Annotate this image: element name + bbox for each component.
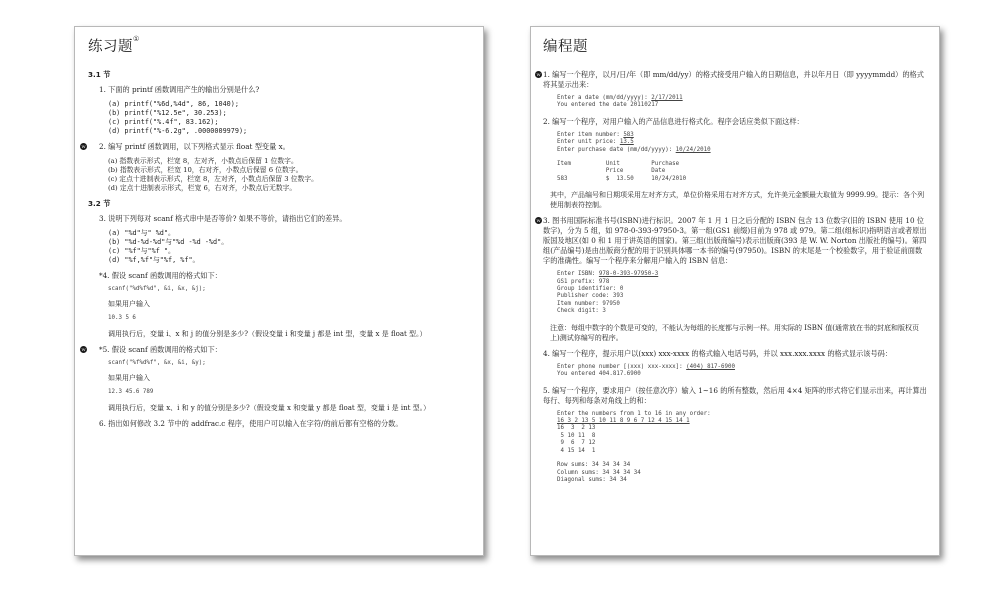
exercise-5-input-label: 如果用户输入: [108, 374, 150, 383]
exercise-2-option-a: (a) 指数表示形式，栏宽 8，左对齐，小数点后保留 1 位数字。: [108, 157, 298, 165]
project-1-text: 1. 编写一个程序，以月/日/年（即 mm/dd/yy）的格式接受用户输入的日期信息，并以年月日（即 yyyymmdd）的格式将其显示出来：: [543, 70, 924, 89]
exercise-1: 1. 下面的 printf 函数调用产生的输出分别是什么?: [99, 85, 260, 94]
exercise-1-option-b: (b) printf("%12.5e", 30.253);: [108, 109, 227, 117]
programming-projects-page: [530, 26, 940, 556]
exercise-4-question: 调用执行后，变量 i、x 和 j 的值分别是多少?（假设变量 i 和变量 j 都是 int 型，变量 x 是 float 型。）: [108, 329, 427, 338]
web-icon: W: [81, 144, 86, 149]
project-1: [536, 70, 927, 90]
exercise-5-code: scanf("%f%d%f", &x, &i, &y);: [108, 359, 206, 366]
project-2-note: 其中，产品编号和日期项采用左对齐方式，单位价格采用右对齐方式，允许美元金额最大取值为 9999.99。提示：各个列使用制表符控制。: [550, 191, 925, 210]
project-1-output: You entered the date 20110217: [557, 102, 659, 109]
exercise-2-options: [88, 157, 471, 193]
exercise-4-code: scanf("%d%f%d", &i, &x, &j);: [108, 286, 206, 292]
project-2-input-1: 583: [623, 131, 634, 138]
project-2-prompt-3: Enter purchase date (mm/dd/yyyy):: [557, 146, 676, 153]
project-4-user-input: (404) 817-6900: [686, 363, 736, 370]
project-5: 5. 编写一个程序，要求用户（按任意次序）输入 1~16 的所有整数，然后用 4×4 矩阵的形式将它们显示出来，再计算出每行、每列和每条对角线上的和：: [543, 385, 927, 405]
exercise-2-option-b: (b) 指数表示形式，栏宽 10，右对齐，小数点后保留 6 位数字。: [108, 166, 303, 174]
exercise-1-option-c: (c) printf("%.4f", 83.162);: [108, 118, 219, 126]
project-2-prompt-1: Enter item number:: [557, 131, 624, 138]
project-1-code: [543, 95, 927, 110]
exercise-2-option-d: (d) 定点十进制表示形式，栏宽 6，右对齐，小数点后无数字。: [108, 184, 297, 192]
project-2: 2. 编写一个程序，对用户输入的产品信息进行格式化。程序会话应类似下面这样：: [543, 116, 804, 126]
project-4-output: You entered 404.817.6900: [557, 371, 641, 378]
project-5-user-input: 16 3 2 13 5 10 11 8 9 6 7 12 4 15 14 1: [557, 417, 690, 424]
project-3-prompt: Enter ISBN:: [557, 271, 599, 278]
exercise-1-option-d: (d) printf("%-6.2g", .0000009979);: [108, 127, 248, 135]
section-3-2-heading: 3.2 节: [88, 199, 111, 208]
projects-title: 编程题: [543, 39, 588, 55]
project-3-code: [543, 271, 927, 315]
project-1-user-input: 2/17/2011: [651, 95, 683, 101]
exercise-4-input-label: 如果用户输入: [108, 300, 150, 309]
exercise-3-option-a: (a) "%d"与" %d"。: [108, 229, 175, 237]
project-5-prompt: Enter the numbers from 1 to 16 in any order:: [557, 410, 711, 417]
project-3-output: GS1 prefix: 978 Group identifier: 0 Publisher code: 393 Item number: 97950 Check digit: 3: [557, 278, 624, 315]
project-3: [536, 216, 927, 266]
web-icon: W: [536, 72, 541, 77]
project-2-code: [543, 132, 927, 154]
exercise-2-option-c: (c) 定点十进制表示形式，栏宽 8，左对齐，小数点后保留 3 位数字。: [108, 175, 318, 183]
exercise-1-option-a: (a) printf("%6d,%4d", 86, 1040);: [108, 100, 239, 108]
exercises-title: [88, 35, 471, 56]
exercise-2-text: 2. 编写 printf 函数调用，以下列格式显示 float 型变量 x。: [99, 142, 290, 151]
project-2-output-table: Item Unit Purchase Price Date 583 $ 13.50 10/24/2010: [557, 161, 687, 182]
exercise-5: [81, 344, 471, 355]
project-2-input-3: 10/24/2010: [675, 146, 711, 153]
exercise-3-option-d: (d) "%f,%f"与"%f, %f"。: [108, 256, 200, 264]
exercises-page: [74, 26, 484, 556]
project-3-text: 3. 图书用国际标准书号(ISBN)进行标识。2007 年 1 月 1 日之后分配的 ISBN 包含 13 位数字(旧的 ISBN 使用 10 位数字)，分为 5 组，如 978-0-393-97950-3。第一组(GS1 前缀)目前为 978 或 979。第二组(组标识)指明语言或者原出版国及地区(如 0 和 1 用于讲英语的国家)。第三组(出版商编号)表示出版商(393 是 W. W. Norton 出版社的编号)。第四组(产品编号)是由出版商分配的用于识别具体哪一本书的编号(97950)。ISBN 的末尾是一个校验数字，用于验证前面数字的准确性。编写一个程序来分解用户输入的 ISBN 信息：: [543, 216, 927, 266]
exercise-6: 6. 指出如何修改 3.2 节中的 addfrac.c 程序，使用户可以输入在字符/的前后都有空格的分数。: [99, 418, 403, 428]
web-icon: W: [536, 218, 541, 224]
exercise-1-options: [88, 100, 471, 136]
exercise-3: 3. 说明下列每对 scanf 格式串中是否等价? 如果不等价，请指出它们的差异。: [99, 214, 347, 223]
project-5-code: [543, 411, 927, 485]
project-4: 4. 编写一个程序，提示用户以(xxx) xxx-xxxx 的格式输入电话号码，并以 xxx.xxx.xxxx 的格式显示该号码：: [543, 348, 893, 358]
exercise-5-text: *5. 假设 scanf 函数调用的格式如下：: [99, 344, 222, 354]
exercise-2: [81, 142, 471, 152]
title-footnote-mark: ①: [133, 35, 140, 43]
project-1-prompt: Enter a date (mm/dd/yyyy):: [557, 95, 652, 101]
project-5-matrix: 16 3 2 13 5 10 11 8 9 6 7 12 4 15 14 1: [557, 425, 596, 454]
web-icon: W: [81, 346, 86, 352]
project-4-code: [543, 364, 927, 379]
project-3-user-input: 978-0-393-97950-3: [598, 271, 659, 278]
project-2-prompt-2: Enter unit price:: [557, 139, 620, 146]
exercise-4: *4. 假设 scanf 函数调用的格式如下：: [99, 271, 222, 280]
exercise-5-input: 12.3 45.6 789: [108, 389, 154, 396]
project-2-input-2: 13.5: [619, 139, 634, 146]
exercise-3-option-c: (c) "%f"与"%f "。: [108, 247, 175, 255]
project-4-prompt: Enter phone number [(xxx) xxx-xxxx]:: [557, 363, 687, 370]
section-3-1-heading: 3.1 节: [88, 70, 111, 79]
exercise-3-option-b: (b) "%d-%d-%d"与"%d -%d -%d"。: [108, 238, 228, 246]
exercise-5-question: 调用执行后，变量 x、i 和 y 的值分别是多少?（假设变量 x 和变量 y 都是 float 型，变量 i 是 int 型。）: [108, 403, 431, 412]
project-3-note: 注意：每组中数字的个数是可变的，不能认为每组的长度都与示例一样。用实际的 ISBN 值(通常放在书的封底和版权页上)测试你编写的程序。: [550, 323, 920, 342]
exercises-title-text: 练习题: [88, 39, 133, 55]
exercise-4-input: 10.3 5 6: [108, 315, 136, 322]
project-5-sums: Row sums: 34 34 34 34 Column sums: 34 34 34 34 Diagonal sums: 34 34: [557, 462, 641, 484]
exercise-3-options: [88, 229, 471, 265]
